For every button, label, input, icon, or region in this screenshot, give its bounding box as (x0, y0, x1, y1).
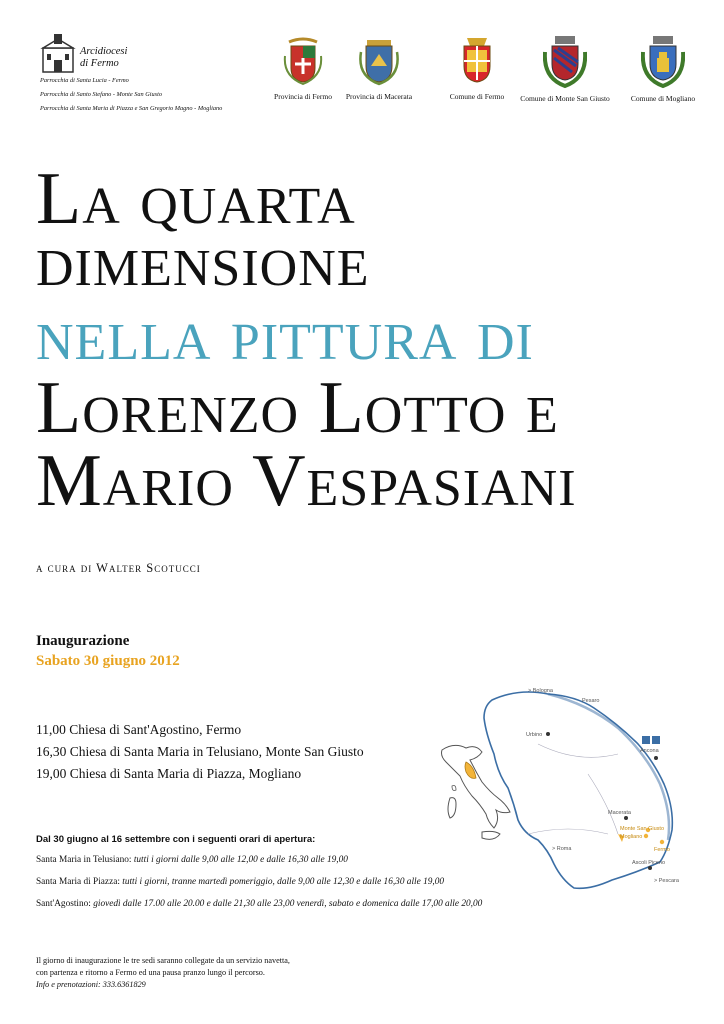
hours-times: tutti i giorni, tranne martedì pomeriggio, dalle 9,00 alle 12,30 e dalle 16,30 alle 19,00 (122, 877, 444, 887)
map-label: Fermo (654, 847, 670, 853)
crest-comune-monte-san-giusto-icon (543, 36, 587, 90)
crest-label: Comune di Monte San Giusto (520, 94, 610, 103)
church-logo-icon (40, 34, 76, 74)
crest-provincia-fermo-icon (283, 36, 323, 88)
crest-label: Provincia di Fermo (274, 92, 332, 101)
map-label: Urbino (526, 732, 543, 738)
hours-intro: Dal 30 giugno al 16 settembre con i seguenti orari di apertura: (36, 834, 316, 845)
inauguration-date: Sabato 30 giugno 2012 (36, 653, 180, 669)
event-line: 11,00 Chiesa di Sant'Agostino, Fermo (36, 722, 242, 737)
map-label: Ancona (640, 748, 659, 754)
map-label: > Bologna (528, 688, 553, 694)
map-label: > Pescara (654, 878, 679, 884)
shuttle-note: con partenza e ritorno a Fermo ed una pausa pranzo lungo il percorso. (36, 968, 265, 977)
map-label: Ascoli Piceno (632, 860, 666, 866)
crest-provincia-macerata (334, 36, 424, 101)
hours-row (36, 855, 348, 865)
hours-place: Santa Maria di Piazza: (36, 877, 120, 887)
crest-label: Comune di Fermo (449, 92, 505, 101)
event-line: 19,00 Chiesa di Santa Maria di Piazza, Mogliano (36, 766, 302, 781)
org-title-line1: Arcidiocesi (80, 46, 128, 57)
crest-comune-monte-san-giusto (520, 36, 610, 103)
map-label: Monte San Giusto (620, 826, 665, 832)
title-line: La quarta (36, 158, 356, 240)
crest-provincia-macerata-icon (359, 36, 399, 88)
info-contact: Info e prenotazioni: 333.6361829 (36, 980, 146, 989)
crest-comune-fermo (432, 36, 522, 101)
crest-comune-mogliano (618, 36, 708, 103)
title-line: Lorenzo Lotto e (36, 367, 559, 449)
map-label: Macerata (608, 810, 631, 816)
hours-times: tutti i giorni dalle 9,00 alle 12,00 e dalle 16,30 alle 19,00 (133, 855, 348, 865)
org-title-line2: di Fermo (80, 58, 119, 69)
parish-line: Parrocchia di Santa Lucia - Fermo (40, 77, 129, 84)
inauguration-label: Inaugurazione (36, 633, 130, 649)
crest-label: Comune di Mogliano (630, 94, 696, 103)
map-label: Pesaro (582, 698, 600, 704)
hours-row (36, 877, 444, 887)
hours-times: giovedì dalle 17.00 alle 20.00 e dalle 21,30 alle 23,00 venerdì, sabato e domenica dalle 17,00 alle 20,00 (93, 899, 483, 909)
map-label: > Roma (552, 846, 572, 852)
title-line-accent: nella pittura di (36, 294, 534, 376)
crest-comune-fermo-icon (457, 36, 497, 88)
hours-place: Sant'Agostino: (36, 899, 91, 909)
shuttle-note: Il giorno di inaugurazione le tre sedi saranno collegate da un servizio navetta, (36, 956, 290, 965)
parish-line: Parrocchia di Santa Maria di Piazza e San Gregorio Magno - Mogliano (40, 105, 223, 112)
event-line: 16,30 Chiesa di Santa Maria in Telusiano, Monte San Giusto (36, 744, 364, 759)
hours-row (36, 899, 482, 909)
marche-region-map (478, 684, 690, 896)
parish-line: Parrocchia di Santo Stefano - Monte San Giusto (40, 91, 163, 98)
crest-label: Provincia di Macerata (345, 92, 413, 101)
hours-place: Santa Maria in Telusiano: (36, 855, 132, 865)
org-title (80, 46, 127, 70)
title-line: Mario Vespasiani (36, 440, 577, 522)
curator-credit: a cura di Walter Scotucci (36, 561, 201, 575)
title-line: dimensione (36, 220, 370, 302)
crest-comune-mogliano-icon (641, 36, 685, 90)
map-label: Mogliano (620, 834, 643, 840)
